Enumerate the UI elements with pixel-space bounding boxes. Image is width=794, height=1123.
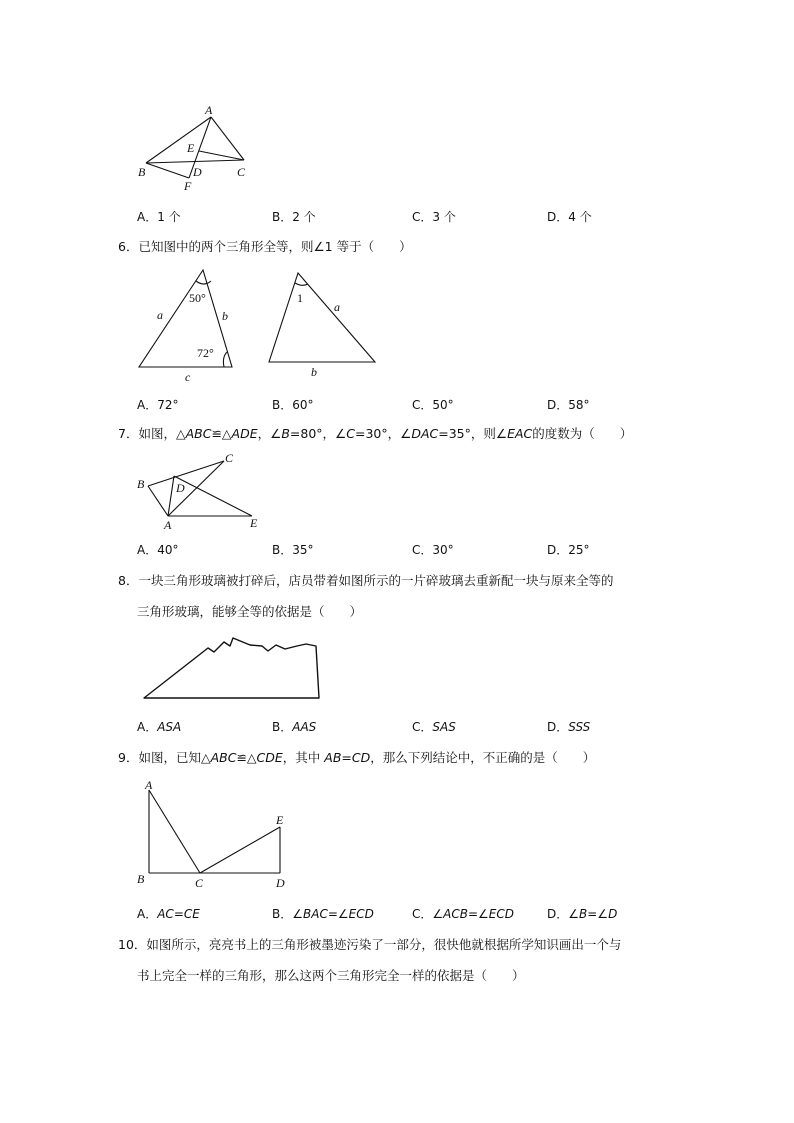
q5-label-B: B xyxy=(138,165,146,179)
q5-option-a: A．1 个 xyxy=(137,210,181,224)
q5-label-F: F xyxy=(184,179,192,193)
q6-angle-1: 1 xyxy=(297,291,303,305)
q9-option-b: B．∠BAC=∠ECD xyxy=(272,907,374,921)
q6-angle-50: 50° xyxy=(189,291,206,305)
q8-option-d: D．SSS xyxy=(547,720,591,734)
q6-side-c: c xyxy=(185,370,191,384)
q9-option-a: A．AC=CE xyxy=(137,907,200,921)
q6-option-a: A．72° xyxy=(137,398,179,412)
q9-option-d: D．∠B=∠D xyxy=(547,907,618,921)
q6-side-a: a xyxy=(157,308,163,322)
q8-option-a: A．ASA xyxy=(137,720,182,734)
q8-text-line2: 三角形玻璃，能够全等的依据是（ ） xyxy=(137,604,363,619)
q6-option-b: B．60° xyxy=(272,398,314,412)
q5-option-b: B．2 个 xyxy=(272,210,316,224)
q7-label-E: E xyxy=(250,516,258,530)
q9-text: 9．如图，已知△ABC≌△CDE，其中 AB=CD，那么下列结论中，不正确的是（ ） xyxy=(118,750,596,765)
q7-figure xyxy=(130,448,280,533)
q5-label-A: A xyxy=(205,103,213,117)
q6-option-d: D．58° xyxy=(547,398,590,412)
q7-label-A: A xyxy=(164,518,172,532)
q8-option-c: C．SAS xyxy=(412,720,456,734)
q9-figure xyxy=(130,775,300,895)
q5-figure xyxy=(130,100,270,195)
q10-text-line1: 10．如图所示，亮亮书上的三角形被墨迹污染了一部分，很快他就根据所学知识画出一个与 xyxy=(118,937,622,952)
q7-option-a: A．40° xyxy=(137,543,179,557)
q7-label-C: C xyxy=(225,451,234,465)
q5-label-D: D xyxy=(193,165,202,179)
q9-label-A: A xyxy=(145,778,153,792)
q8-text-line1: 8．一块三角形玻璃被打碎后，店员带着如图所示的一片碎玻璃去重新配一块与原来全等的 xyxy=(118,573,614,588)
q7-label-B: B xyxy=(137,477,145,491)
q7-label-D: D xyxy=(176,481,185,495)
q9-label-D: D xyxy=(276,876,285,890)
q6-side-b2: b xyxy=(311,365,317,379)
q9-option-c: C．∠ACB=∠ECD xyxy=(412,907,514,921)
q6-option-c: C．50° xyxy=(412,398,454,412)
q6-figure xyxy=(130,265,390,385)
q7-text: 7．如图，△ABC≌△ADE，∠B=80°，∠C=30°，∠DAC=35°，则∠EAC的度数为（ ） xyxy=(118,426,633,441)
q9-label-E: E xyxy=(276,813,284,827)
q6-side-a2: a xyxy=(334,300,340,314)
q7-option-c: C．30° xyxy=(412,543,454,557)
q5-label-C: C xyxy=(237,165,246,179)
q5-option-d: D．4 个 xyxy=(547,210,592,224)
q8-option-b: B．AAS xyxy=(272,720,317,734)
q5-option-c: C．3 个 xyxy=(412,210,456,224)
q6-angle-72: 72° xyxy=(197,346,214,360)
q7-option-d: D．25° xyxy=(547,543,590,557)
q8-glass-figure xyxy=(140,630,330,710)
q5-label-E: E xyxy=(187,141,195,155)
q6-side-b: b xyxy=(222,309,228,323)
q10-text-line2: 书上完全一样的三角形，那么这两个三角形完全一样的依据是（ ） xyxy=(137,968,525,983)
q9-label-B: B xyxy=(137,872,145,886)
q7-option-b: B．35° xyxy=(272,543,314,557)
q9-label-C: C xyxy=(195,876,204,890)
q6-text: 6．已知图中的两个三角形全等，则∠1 等于（ ） xyxy=(118,239,412,254)
